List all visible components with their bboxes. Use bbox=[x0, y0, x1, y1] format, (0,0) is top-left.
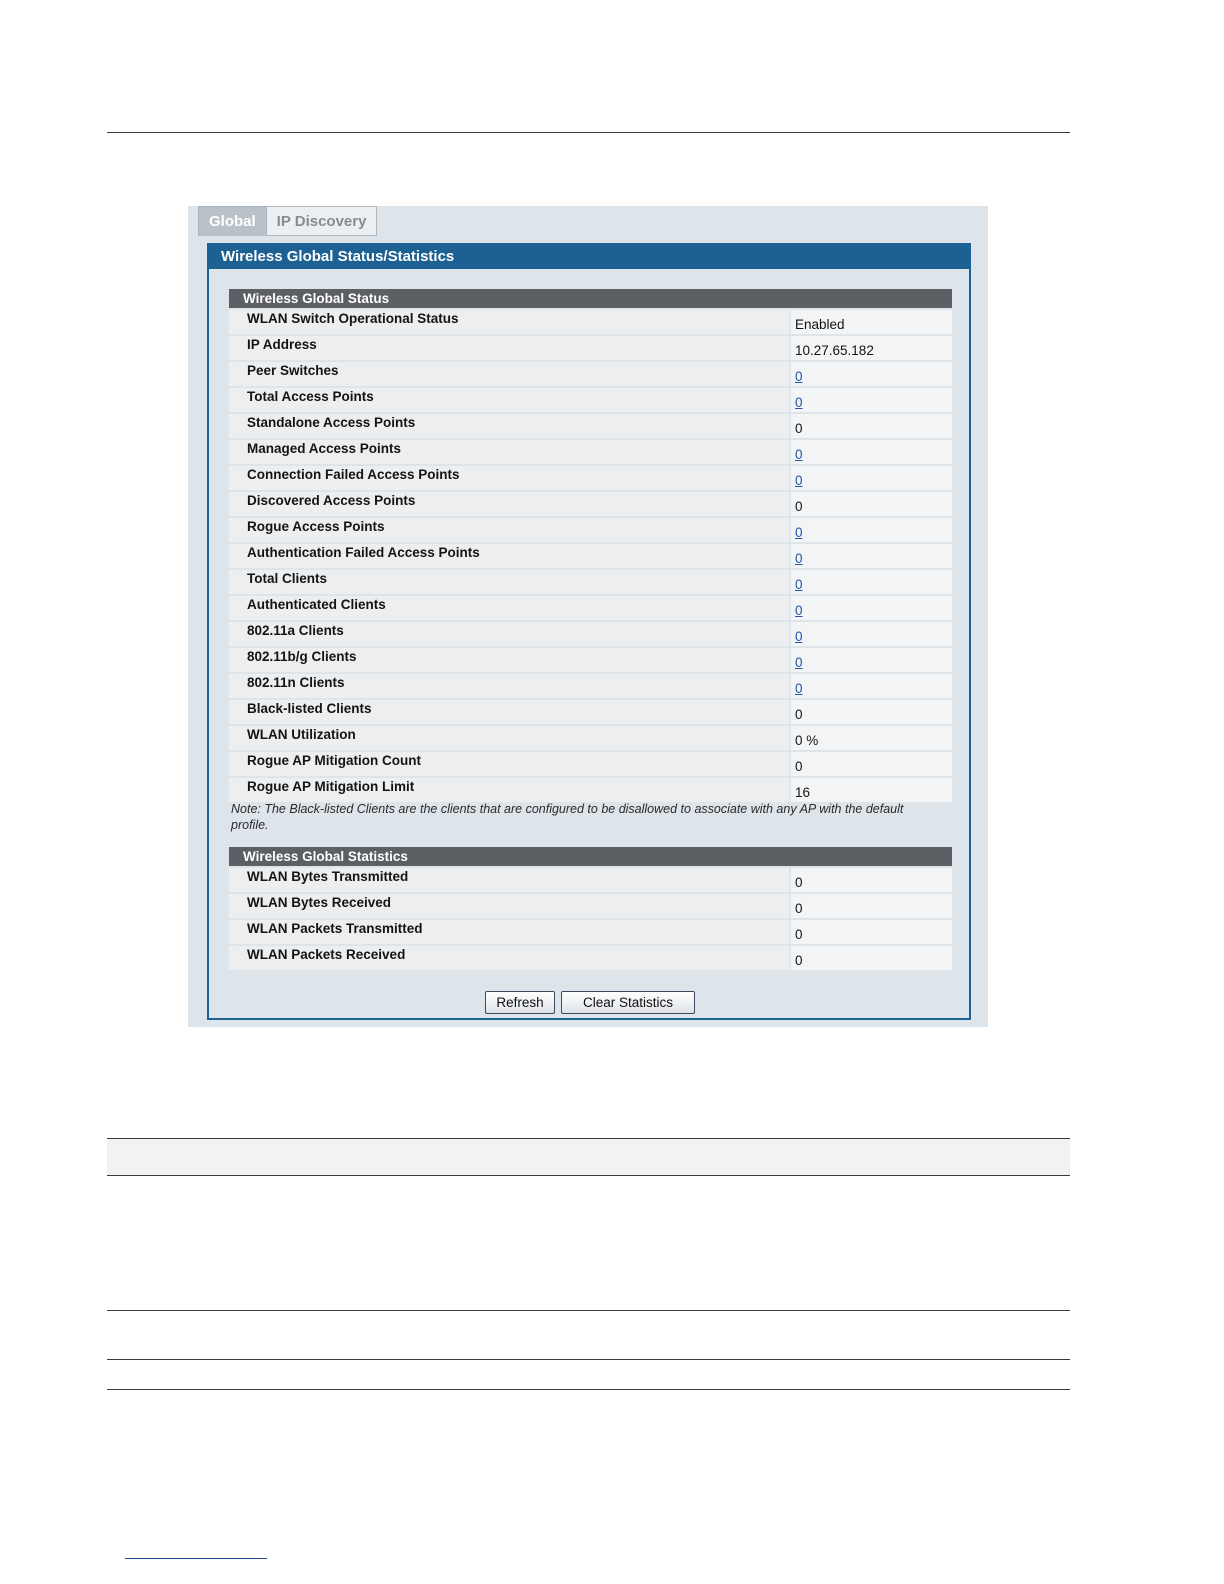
row-label: WLAN Packets Received bbox=[229, 946, 789, 970]
status-row bbox=[229, 362, 952, 386]
count-link[interactable]: 0 bbox=[795, 603, 803, 618]
count-link[interactable]: 0 bbox=[795, 629, 803, 644]
count-link[interactable]: 0 bbox=[795, 551, 803, 566]
footer-link-underline bbox=[125, 1558, 267, 1559]
row-value: 0 bbox=[795, 901, 803, 916]
status-row bbox=[229, 492, 952, 516]
count-link[interactable]: 0 bbox=[795, 447, 803, 462]
row-value-cell bbox=[791, 868, 952, 892]
row-value-cell bbox=[791, 466, 952, 490]
status-row bbox=[229, 596, 952, 620]
button-row bbox=[485, 991, 695, 1014]
count-link[interactable]: 0 bbox=[795, 525, 803, 540]
row-label: Standalone Access Points bbox=[229, 414, 789, 438]
row-label: Total Clients bbox=[229, 570, 789, 594]
row-value-cell bbox=[791, 310, 952, 334]
status-row bbox=[229, 622, 952, 646]
row-value: 0 bbox=[795, 927, 803, 942]
status-row bbox=[229, 388, 952, 412]
row-value-cell bbox=[791, 362, 952, 386]
row-label: 802.11b/g Clients bbox=[229, 648, 789, 672]
row-value-cell bbox=[791, 570, 952, 594]
header-rule bbox=[107, 132, 1070, 133]
doc-rule-1 bbox=[107, 1310, 1070, 1311]
count-link[interactable]: 0 bbox=[795, 395, 803, 410]
status-row bbox=[229, 518, 952, 542]
count-link[interactable]: 0 bbox=[795, 577, 803, 592]
tab-ip-discovery[interactable]: IP Discovery bbox=[267, 206, 378, 236]
row-value-cell bbox=[791, 388, 952, 412]
section-header-statistics: Wireless Global Statistics bbox=[229, 847, 952, 866]
row-label: Rogue AP Mitigation Limit bbox=[229, 778, 789, 802]
wireless-global-status-section bbox=[229, 289, 952, 802]
row-value-cell bbox=[791, 752, 952, 776]
status-row bbox=[229, 752, 952, 776]
status-row bbox=[229, 570, 952, 594]
row-label: Authenticated Clients bbox=[229, 596, 789, 620]
row-value-cell bbox=[791, 544, 952, 568]
row-label: Total Access Points bbox=[229, 388, 789, 412]
row-value: 0 % bbox=[795, 733, 819, 748]
row-label: 802.11a Clients bbox=[229, 622, 789, 646]
row-value-cell bbox=[791, 894, 952, 918]
section-header-status: Wireless Global Status bbox=[229, 289, 952, 308]
row-value-cell bbox=[791, 920, 952, 944]
row-value-cell bbox=[791, 414, 952, 438]
status-row bbox=[229, 310, 952, 334]
row-label: Rogue AP Mitigation Count bbox=[229, 752, 789, 776]
count-link[interactable]: 0 bbox=[795, 369, 803, 384]
row-value: Enabled bbox=[795, 317, 845, 332]
row-value-cell bbox=[791, 674, 952, 698]
statistics-row bbox=[229, 868, 952, 892]
tab-global[interactable]: Global bbox=[198, 206, 267, 236]
status-row bbox=[229, 674, 952, 698]
status-row bbox=[229, 336, 952, 360]
row-value-cell bbox=[791, 336, 952, 360]
row-label: WLAN Bytes Received bbox=[229, 894, 789, 918]
statistics-table bbox=[229, 868, 952, 970]
row-label: Peer Switches bbox=[229, 362, 789, 386]
count-link[interactable]: 0 bbox=[795, 655, 803, 670]
wireless-global-statistics-section bbox=[229, 847, 952, 970]
row-value: 0 bbox=[795, 759, 803, 774]
row-label: Connection Failed Access Points bbox=[229, 466, 789, 490]
row-value-cell bbox=[791, 492, 952, 516]
row-label: 802.11n Clients bbox=[229, 674, 789, 698]
row-value: 10.27.65.182 bbox=[795, 343, 874, 358]
row-value-cell bbox=[791, 622, 952, 646]
row-label: Managed Access Points bbox=[229, 440, 789, 464]
row-value-cell bbox=[791, 648, 952, 672]
status-row bbox=[229, 648, 952, 672]
row-value-cell bbox=[791, 778, 952, 802]
row-label: Black-listed Clients bbox=[229, 700, 789, 724]
doc-table-header bbox=[107, 1138, 1070, 1176]
count-link[interactable]: 0 bbox=[795, 473, 803, 488]
screenshot-frame bbox=[188, 206, 988, 1027]
row-value-cell bbox=[791, 726, 952, 750]
row-label: WLAN Switch Operational Status bbox=[229, 310, 789, 334]
panel-title: Wireless Global Status/Statistics bbox=[209, 245, 969, 269]
status-row bbox=[229, 414, 952, 438]
clear-statistics-button[interactable]: Clear Statistics bbox=[561, 991, 695, 1014]
doc-rule-2 bbox=[107, 1359, 1070, 1360]
row-label: Authentication Failed Access Points bbox=[229, 544, 789, 568]
doc-rule-3 bbox=[107, 1389, 1070, 1390]
status-row bbox=[229, 726, 952, 750]
row-label: WLAN Bytes Transmitted bbox=[229, 868, 789, 892]
status-row bbox=[229, 778, 952, 802]
row-value: 0 bbox=[795, 875, 803, 890]
status-table bbox=[229, 310, 952, 802]
status-row bbox=[229, 700, 952, 724]
row-value-cell bbox=[791, 440, 952, 464]
tab-bar bbox=[198, 206, 377, 236]
row-value: 0 bbox=[795, 499, 803, 514]
status-row bbox=[229, 544, 952, 568]
row-value: 0 bbox=[795, 421, 803, 436]
row-value-cell bbox=[791, 596, 952, 620]
row-value: 16 bbox=[795, 785, 811, 800]
row-label: IP Address bbox=[229, 336, 789, 360]
row-label: Rogue Access Points bbox=[229, 518, 789, 542]
status-panel bbox=[207, 243, 971, 1020]
row-value: 0 bbox=[795, 953, 803, 968]
refresh-button[interactable]: Refresh bbox=[485, 991, 555, 1014]
row-value-cell bbox=[791, 946, 952, 970]
row-value-cell bbox=[791, 700, 952, 724]
statistics-row bbox=[229, 946, 952, 970]
statistics-row bbox=[229, 894, 952, 918]
row-label: WLAN Utilization bbox=[229, 726, 789, 750]
row-value: 0 bbox=[795, 707, 803, 722]
row-value-cell bbox=[791, 518, 952, 542]
status-row bbox=[229, 466, 952, 490]
black-list-note: Note: The Black-listed Clients are the clients that are configured to be disallowed to associate with any AP with the default profile. bbox=[231, 802, 904, 832]
count-link[interactable]: 0 bbox=[795, 681, 803, 696]
status-row bbox=[229, 440, 952, 464]
row-label: WLAN Packets Transmitted bbox=[229, 920, 789, 944]
statistics-row bbox=[229, 920, 952, 944]
row-label: Discovered Access Points bbox=[229, 492, 789, 516]
